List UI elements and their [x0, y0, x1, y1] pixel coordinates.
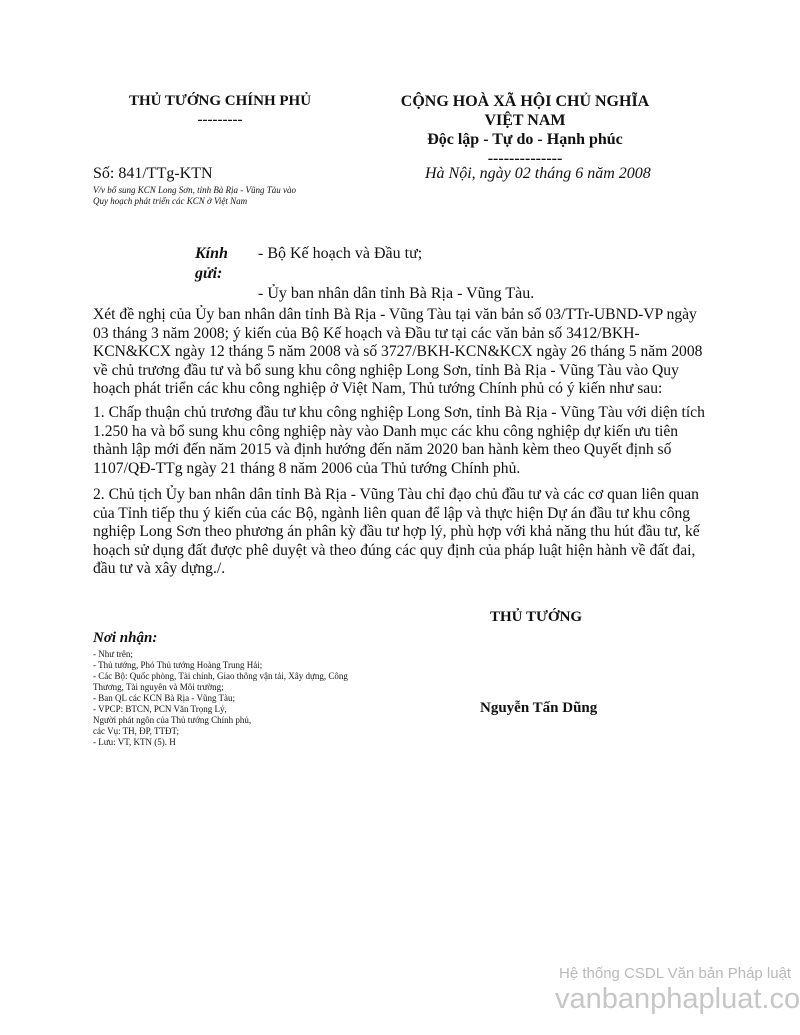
body-paragraph: Xét đề nghị của Ủy ban nhân dân tỉnh Bà Rịa - Vũng Tàu tại văn bản số 03/TTr-UBND-VP ngày 03 tháng 3 năm 2008; ý kiến của Bộ Kế hoạch và Đầu tư tại các văn bản số 3412/BKH-KCN&KCX ngày 12 tháng 5 năm 2008 và số 3727/BKH-KCN&KCX ngày 26 tháng 5 năm 2008 về chủ trương đầu tư và bổ sung khu công nghiệp Long Sơn, tỉnh Bà Rịa - Vũng Tàu vào Quy hoạch phát triển các khu công nghiệp ở Việt Nam, Thủ tướng Chính phủ có ý kiến như sau: — [93, 306, 703, 398]
receivers-title: Nơi nhận: — [93, 630, 158, 646]
recipient-item: - Bộ Kế hoạch và Đầu tư; — [258, 245, 423, 262]
signature-title: THỦ TƯỚNG — [490, 609, 583, 625]
receiver-item: các Vụ: TH, ĐP, TTĐT; — [93, 726, 179, 736]
document-date: Hà Nội, ngày 02 tháng 6 năm 2008 — [425, 165, 651, 182]
body-paragraph: 1. Chấp thuận chủ trương đầu tư khu công nghiệp Long Sơn, tỉnh Bà Rịa - Vũng Tàu với diện tích 1.250 ha và bổ sung khu công nghiệp này vào Danh mục các khu công nghiệp dự kiến ưu tiên thành lập mới đến năm 2015 và định hướng đến năm 2020 ban hành kèm theo Quyết định số 1107/QĐ-TTg ngày 21 tháng 8 năm 2006 của Thủ tướng Chính phủ. — [93, 404, 705, 477]
receiver-item: - Như trên; — [93, 649, 133, 659]
motto-divider: -------------- — [487, 150, 563, 167]
issuing-agency: THỦ TƯỚNG CHÍNH PHỦ — [128, 93, 312, 109]
watermark-site: vanbanphapluat.co — [555, 983, 800, 1015]
receiver-item: - Ban QL các KCN Bà Rịa - Vũng Tàu; — [93, 693, 236, 703]
recipient-item: - Ủy ban nhân dân tỉnh Bà Rịa - Vũng Tàu. — [258, 285, 535, 302]
agency-divider: --------- — [197, 112, 243, 128]
receivers-list — [93, 649, 393, 748]
subject-line: Quy hoạch phát triển các KCN ở Việt Nam — [93, 196, 248, 206]
body-paragraph: 2. Chủ tịch Ủy ban nhân dân tỉnh Bà Rịa - Vũng Tàu chỉ đạo chủ đầu tư và các cơ quan liên quan của Tỉnh tiếp thu ý kiến của các Bộ, ngành liên quan để lập và thực hiện Dự án đầu tư khu công nghiệp Long Sơn theo phương án phân kỳ đầu tư hợp lý, phù hợp với khả năng thu hút đầu tư, kế hoạch sử dụng đất được phê duyệt và theo đúng các quy định của pháp luật hiện hành về đất đai, đầu tư và xây dựng./. — [93, 486, 700, 578]
recipients-label: Kính gửi: — [195, 245, 228, 282]
subject-line: V/v bổ sung KCN Long Sơn, tỉnh Bà Rịa - Vũng Tàu vào — [93, 185, 297, 195]
receiver-item: - Lưu: VT, KTN (5). H — [93, 737, 176, 747]
receiver-item: - VPCP: BTCN, PCN Văn Trọng Lý, — [93, 704, 227, 714]
recipients-block — [195, 244, 534, 304]
country-name-line1: CỘNG HOÀ XÃ HỘI CHỦ NGHĨA — [400, 93, 650, 110]
receiver-item: Thương, Tài nguyên và Môi trường; — [93, 682, 224, 692]
country-name-line2: VIỆT NAM — [484, 112, 566, 129]
document-subject — [93, 185, 393, 207]
issuing-agency-block — [100, 92, 340, 130]
national-title-block — [355, 92, 695, 168]
receiver-item: - Thủ tướng, Phó Thủ tướng Hoàng Trung Hải; — [93, 660, 263, 670]
receiver-item: - Các Bộ: Quốc phòng, Tài chính, Giao thông vận tải, Xây dựng, Công — [93, 671, 348, 681]
watermark-caption: Hệ thống CSDL Văn bản Pháp luật — [559, 965, 792, 982]
signer-name: Nguyễn Tấn Dũng — [480, 700, 598, 716]
receivers-block — [93, 630, 393, 748]
receiver-item: Người phát ngôn của Thủ tướng Chính phủ, — [93, 715, 252, 725]
motto: Độc lập - Tự do - Hạnh phúc — [427, 131, 623, 148]
document-number: Số: 841/TTg-KTN — [93, 165, 213, 182]
